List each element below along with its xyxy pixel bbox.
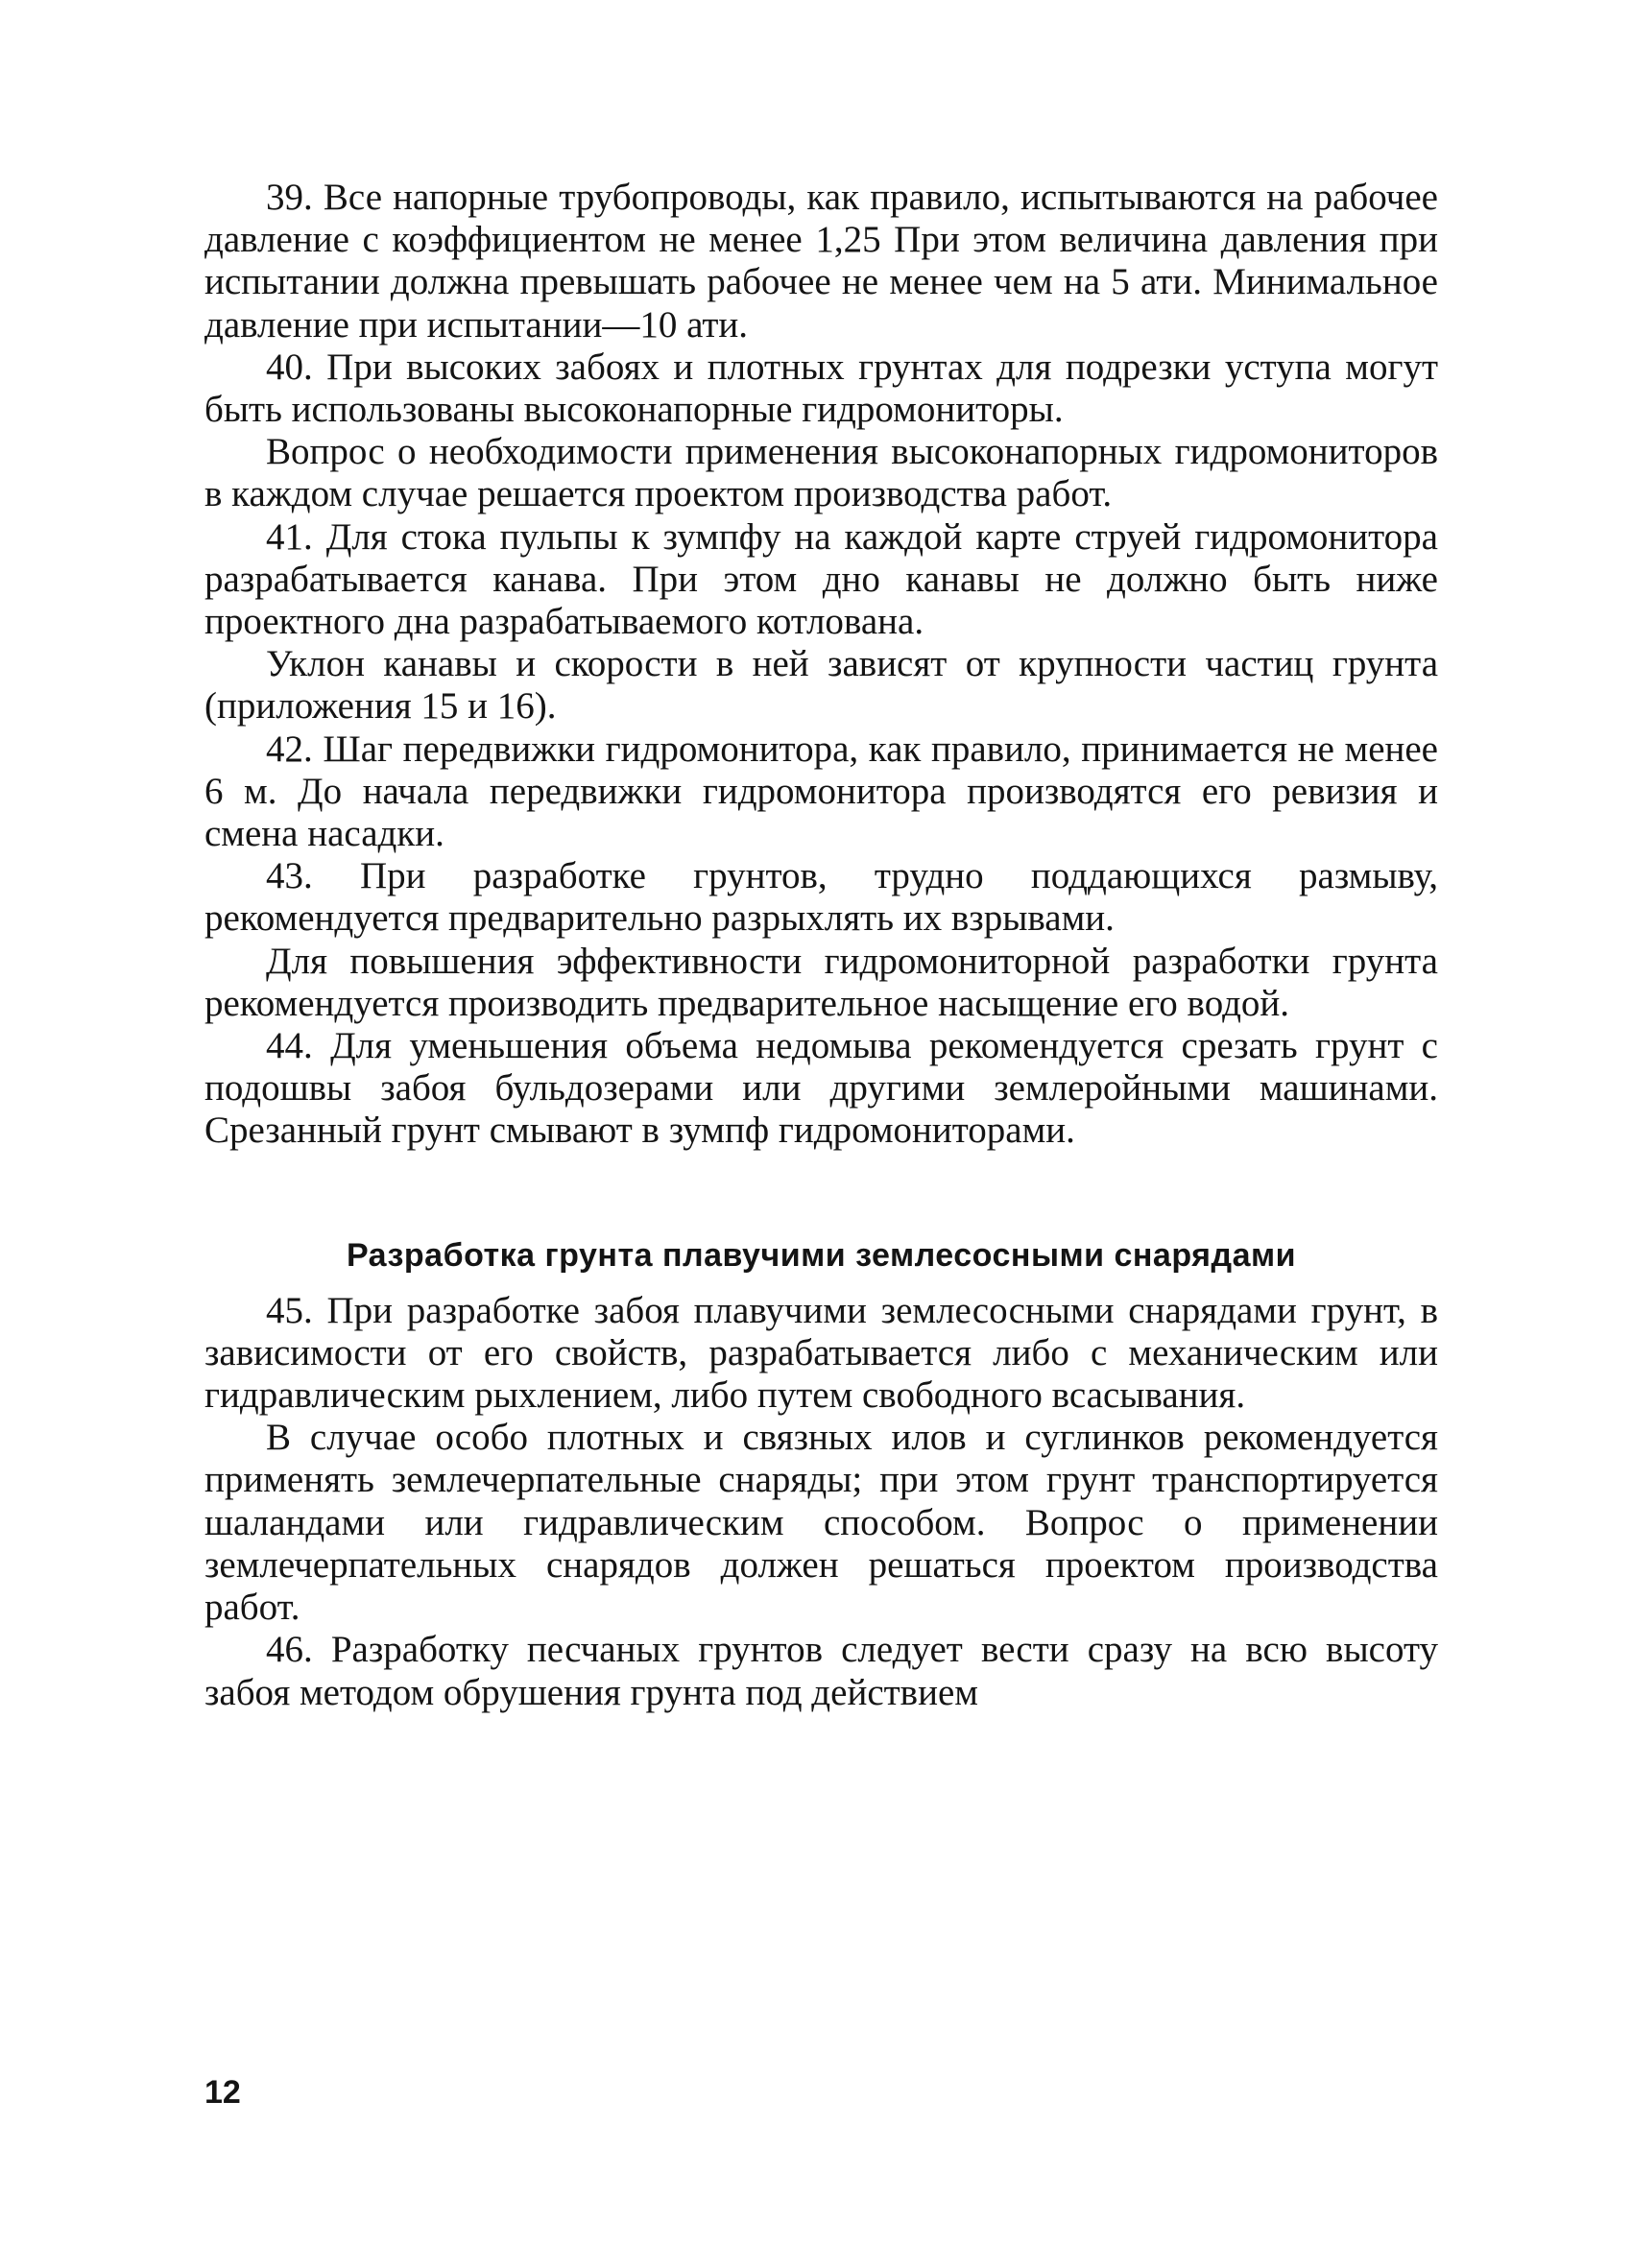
paragraph-41-note: Уклон канавы и скорости в ней зависят от крупности частиц грунта (приложения 15 и 16). xyxy=(204,643,1438,728)
paragraph-43-note: Для повышения эффективности гидромониторной разработки грунта рекомендуется производить предварительное насыщение его водой. xyxy=(204,940,1438,1024)
section-heading: Разработка грунта плавучими землесосными снарядами xyxy=(346,1236,1297,1274)
paragraph-46: 46. Разработку песчаных грунтов следует вести сразу на всю высоту забоя методом обрушения грунта под действием xyxy=(204,1629,1438,1713)
page-body xyxy=(204,177,1438,1714)
paragraph-45: 45. При разработке забоя плавучими землесосными снарядами грунт, в зависимости от его свойств, разрабатывается либо с механическим или гидравлическим рыхлением, либо путем свободного всасывания. xyxy=(204,1289,1438,1417)
paragraph-45-note: В случае особо плотных и связных илов и суглинков рекомендуется применять землечерпательные снаряды; при этом грунт транспортируется шаландами или гидравлическим способом. Вопрос о применении землечерпательных снарядов должен решаться проектом производства работ. xyxy=(204,1417,1438,1629)
paragraph-43: 43. При разработке грунтов, трудно поддающихся размыву, рекомендуется предварительно разрыхлять их взрывами. xyxy=(204,855,1438,940)
page-number: 12 xyxy=(204,2074,241,2111)
paragraph-40: 40. При высоких забоях и плотных грунтах для подрезки уступа могут быть использованы высоконапорные гидромониторы. xyxy=(204,346,1438,431)
paragraph-40-note: Вопрос о необходимости применения высоконапорных гидромониторов в каждом случае решается проектом производства работ. xyxy=(204,431,1438,515)
paragraph-41: 41. Для стока пульпы к зумпфу на каждой карте струей гидромонитора разрабатывается канава. При этом дно канавы не должно быть ниже проектного дна разрабатываемого котлована. xyxy=(204,515,1438,643)
paragraph-44: 44. Для уменьшения объема недомыва рекомендуется срезать грунт с подошвы забоя бульдозерами или другими землеройными машинами. Срезанный грунт смывают в зумпф гидромониторами. xyxy=(204,1025,1438,1152)
section-spacer xyxy=(204,1153,1438,1234)
paragraph-39: 39. Все напорные трубопроводы, как правило, испытываются на рабочее давление с коэффициентом не менее 1,25 При этом величина давления при испытании должна превышать рабочее не менее чем на 5 ати. Минимальное давление при испытании—10 ати. xyxy=(204,177,1438,346)
paragraph-42: 42. Шаг передвижки гидромонитора, как правило, принимается не менее 6 м. До начала передвижки гидромонитора производятся его ревизия и смена насадки. xyxy=(204,728,1438,855)
